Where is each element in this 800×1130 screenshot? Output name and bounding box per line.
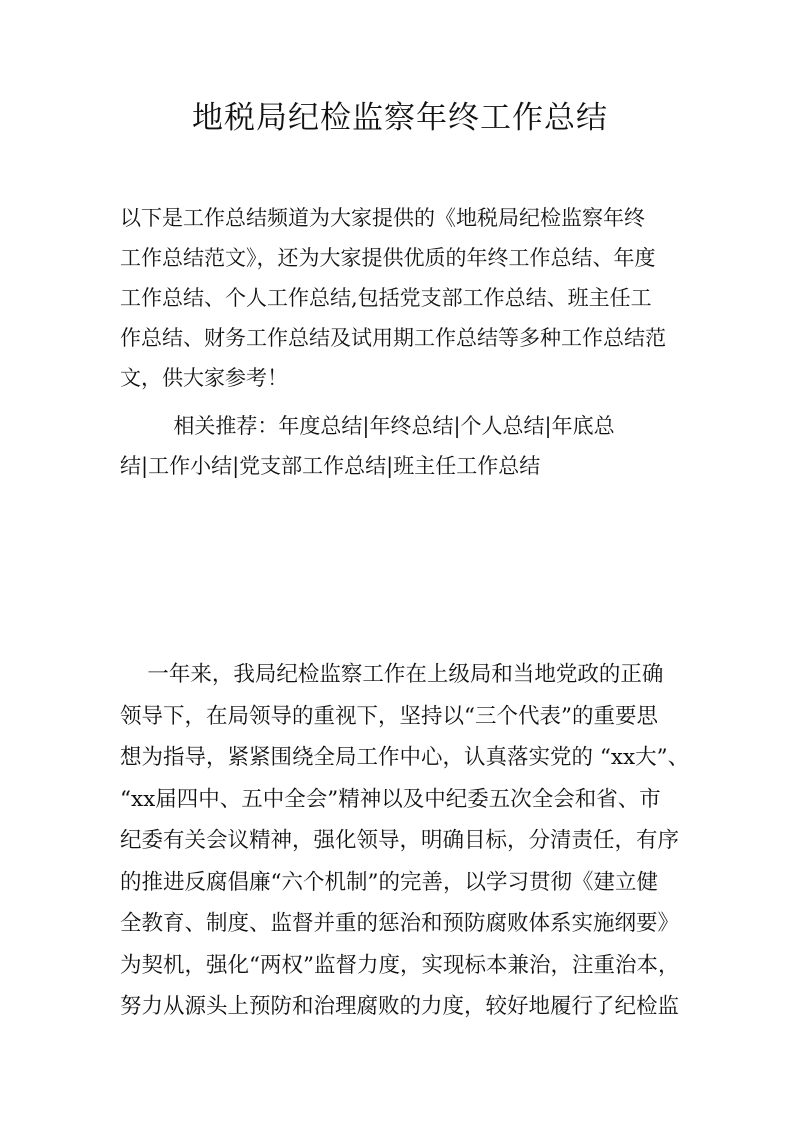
body-line: 纪委有关会议精神，强化领导，明确目标，分清责任，有序 xyxy=(120,828,680,853)
body-line: 全教育、制度、监督并重的惩治和预防腐败体系实施纲要》 xyxy=(120,911,680,936)
body-line: 一年来，我局纪检监察工作在上级局和当地党政的正确 xyxy=(120,662,664,687)
body-line: “xx届四中、五中全会”精神以及中纪委五次全会和省、市 xyxy=(120,786,661,812)
recommend-line: 结|工作小结|党支部工作总结|班主任工作总结 xyxy=(120,454,541,478)
intro-line: 文，供大家参考！ xyxy=(120,366,288,390)
intro-paragraph xyxy=(120,198,685,398)
body-line: 努力从源头上预防和治理腐败的力度，较好地履行了纪检监 xyxy=(120,994,680,1019)
related-recommendations xyxy=(120,406,685,486)
body-line: 领导下，在局领导的重视下，坚持以“三个代表”的重要思 xyxy=(120,703,658,729)
body-line: 为契机，强化“两权”监督力度，实现标本兼治，注重治本， xyxy=(120,952,680,978)
intro-line: 以下是工作总结频道为大家提供的《地税局纪检监察年终 xyxy=(120,206,645,230)
body-line: 的推进反腐倡廉“六个机制”的完善，以学习贯彻《建立健 xyxy=(120,869,658,895)
recommend-line: 相关推荐：年度总结|年终总结|个人总结|年底总 xyxy=(120,414,615,438)
intro-line: 工作总结、个人工作总结,包括党支部工作总结、班主任工 xyxy=(120,286,652,310)
document-title: 地税局纪检监察年终工作总结 xyxy=(192,100,608,136)
body-line: 想为指导，紧紧围绕全局工作中心，认真落实党的 “xx大”、 xyxy=(120,745,690,770)
body-paragraph xyxy=(120,654,690,1028)
intro-line: 作总结、财务工作总结及试用期工作总结等多种工作总结范 xyxy=(120,326,666,350)
intro-line: 工作总结范文》，还为大家提供优质的年终工作总结、年度 xyxy=(120,246,656,270)
